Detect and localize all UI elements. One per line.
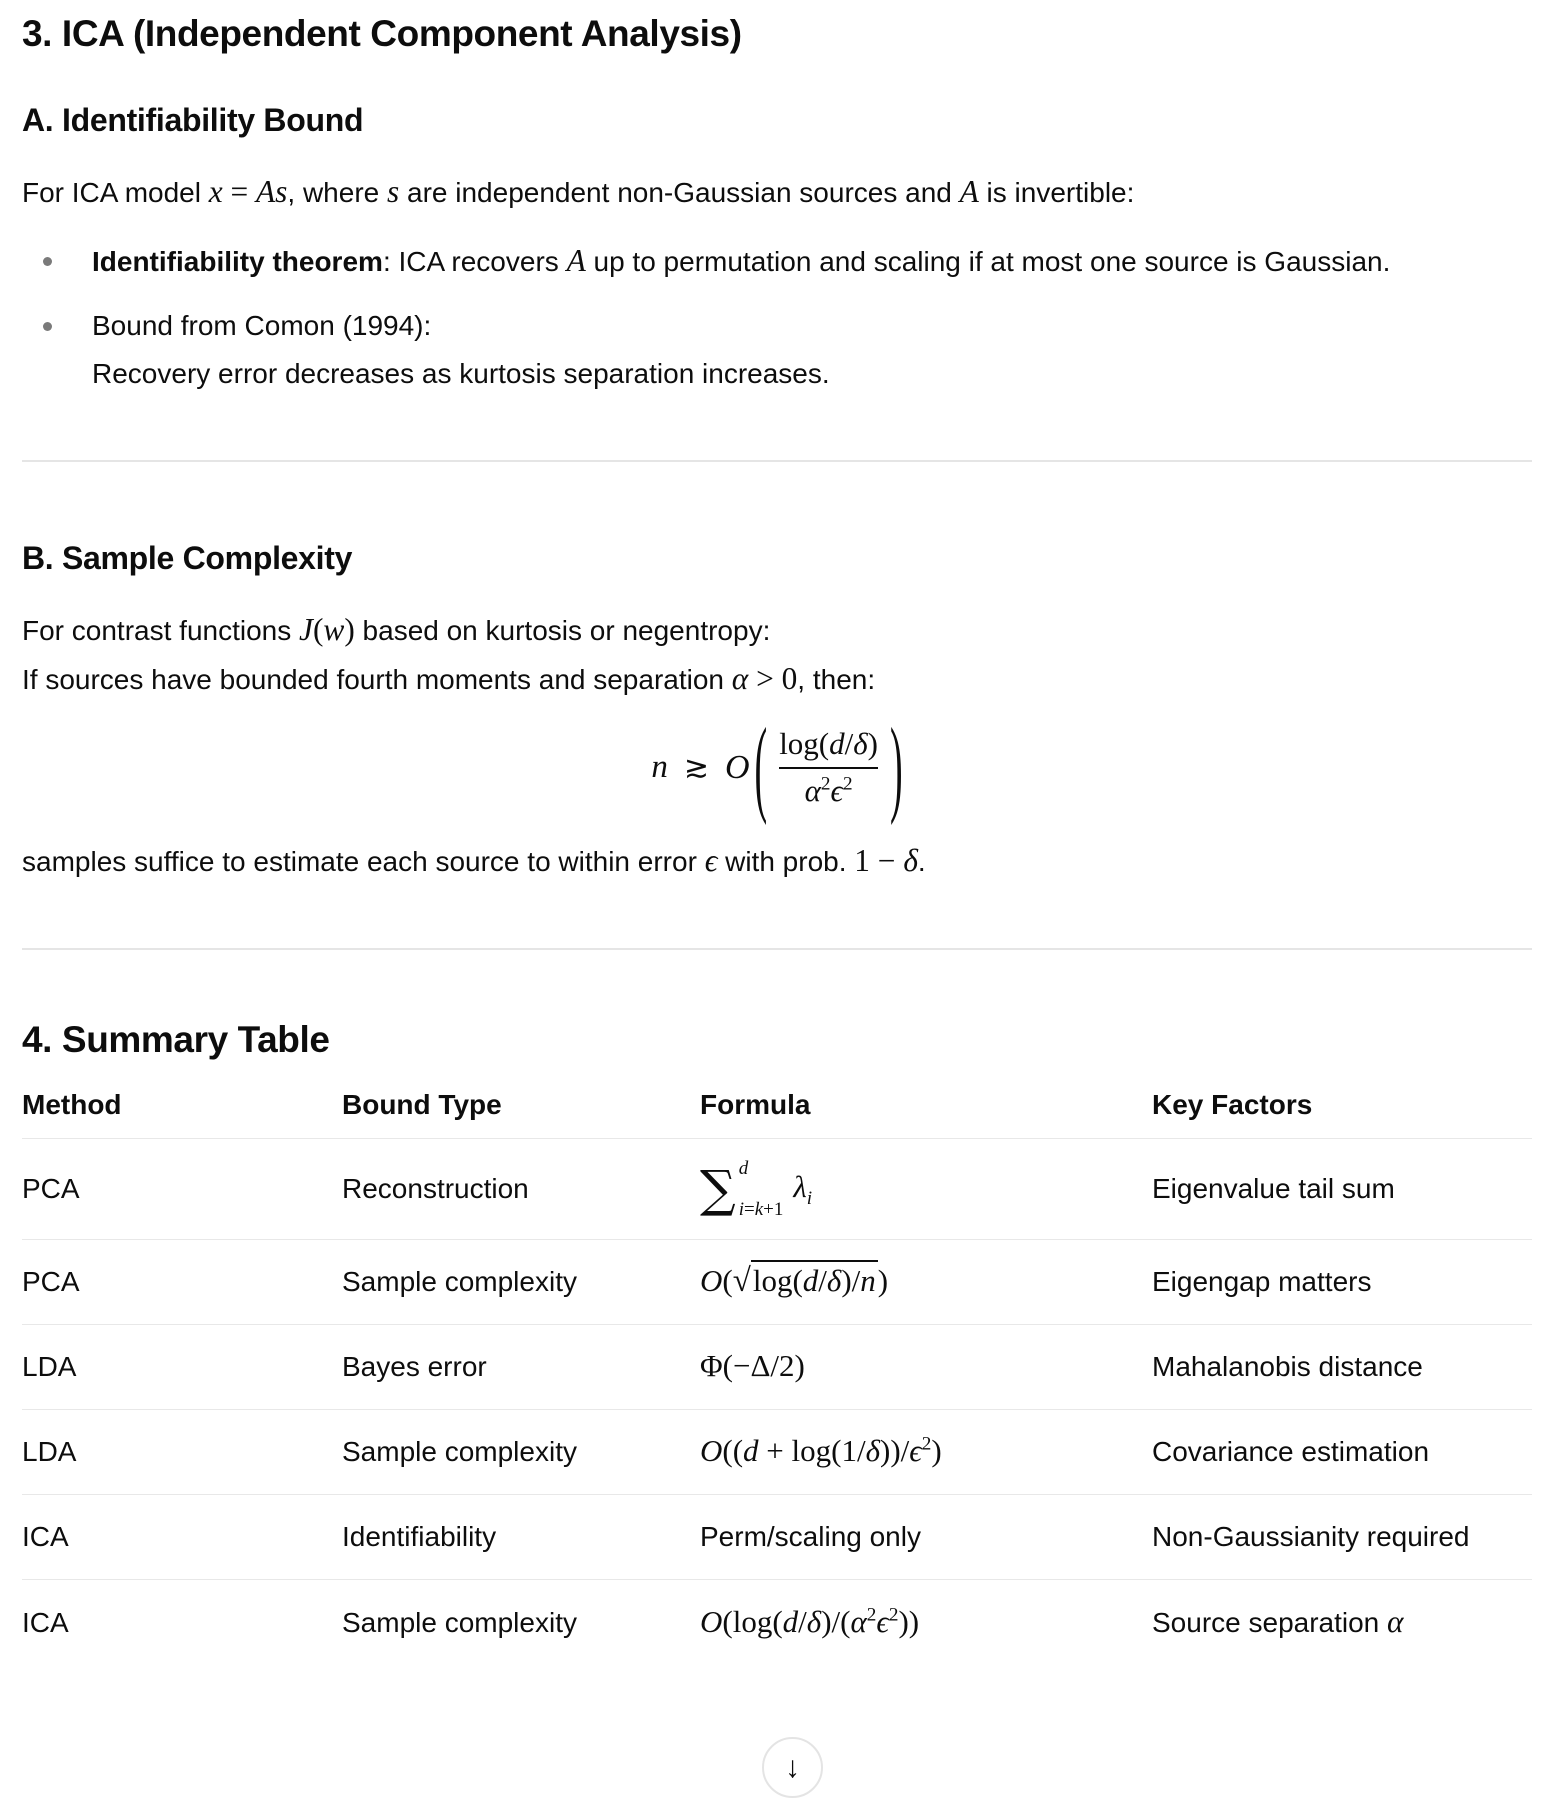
formula-cell: Φ(−Δ/2) <box>700 1348 805 1384</box>
key-factors-cell: Eigengap matters <box>1152 1266 1372 1298</box>
bound-type-cell: Sample complexity <box>342 1436 577 1468</box>
formula-cell: $O(\log(d/\delta)/(\alpha^2\epsilon^2))$ <box>700 1603 920 1639</box>
formula-cell: $O((d + \log(1/\delta))/\epsilon^2)$ <box>700 1433 942 1469</box>
key-factors-cell: Non-Gaussianity required <box>1152 1521 1470 1553</box>
table-row <box>22 1495 1532 1580</box>
table-row <box>22 1325 1532 1410</box>
table-header-row <box>22 1084 1532 1139</box>
column-header-bound-type: Bound Type <box>342 1089 502 1121</box>
column-header-formula: Formula <box>700 1089 811 1121</box>
summary-table <box>22 1084 1532 1665</box>
method-cell: ICA <box>22 1606 69 1638</box>
key-factors-cell: Eigenvalue tail sum <box>1152 1173 1395 1205</box>
section-3-heading: 3. ICA (Independent Component Analysis) <box>22 13 742 54</box>
gtrsim-relation: ≳ <box>683 750 709 786</box>
method-cell: LDA <box>22 1351 77 1383</box>
formula-cell: ∑ d i=k+1 $\lambda_i$ <box>700 1158 813 1221</box>
comon-bound-item: Bound from Comon (1994): Recovery error decreases as kurtosis separation increases. <box>22 302 1532 398</box>
close-paren: ) <box>890 707 903 828</box>
section-divider <box>22 948 1532 950</box>
table-row <box>22 1580 1532 1666</box>
table-row <box>22 1410 1532 1495</box>
bound-type-cell: Bayes error <box>342 1351 487 1383</box>
bound-type-cell: Identifiability <box>342 1521 497 1553</box>
method-cell: ICA <box>22 1521 69 1553</box>
key-factors-cell: Source separation α <box>1152 1604 1404 1640</box>
method-cell: PCA <box>22 1173 80 1205</box>
section-4-heading: 4. Summary Table <box>22 1018 330 1060</box>
key-factors-cell: Covariance estimation <box>1152 1436 1430 1468</box>
fraction-bar <box>779 767 878 769</box>
method-cell: PCA <box>22 1266 80 1298</box>
fraction-numerator: log(d/δ) <box>779 726 878 762</box>
sample-complexity-intro: For contrast functions J(w) based on kurtosis or negentropy: If sources have bounded fourth moments and separation α > 0, then: <box>22 612 876 697</box>
table-row <box>22 1240 1532 1325</box>
column-header-method: Method <box>22 1089 122 1121</box>
formula-lhs: n <box>651 749 668 786</box>
fraction-denominator: $\alpha^2\epsilon^2$ <box>804 773 853 809</box>
section-divider <box>22 460 1532 462</box>
fraction <box>779 726 878 808</box>
big-o-symbol: O <box>724 748 750 786</box>
formula-cell: Perm/scaling only <box>700 1521 921 1553</box>
bound-type-cell: Reconstruction <box>342 1173 529 1205</box>
method-cell: LDA <box>22 1436 77 1468</box>
section-3b-heading: B. Sample Complexity <box>22 540 353 577</box>
table-row <box>22 1139 1532 1240</box>
open-paren: ( <box>754 707 768 828</box>
sample-complexity-outro: samples suffice to estimate each source to within error ϵ with prob. 1 − δ. <box>22 842 926 878</box>
bound-type-cell: Sample complexity <box>342 1606 577 1638</box>
sample-complexity-display-formula <box>22 707 1532 828</box>
column-header-key-factors: Key Factors <box>1152 1089 1313 1121</box>
key-factors-cell: Mahalanobis distance <box>1152 1351 1423 1383</box>
bound-type-cell: Sample complexity <box>342 1266 577 1298</box>
down-arrow-icon: ↓ <box>785 1750 800 1784</box>
identifiability-bullet-list <box>22 237 1532 398</box>
identifiability-theorem-item: Identifiability theorem: ICA recovers A up to permutation and scaling if at most one source is Gaussian. <box>22 237 1532 286</box>
ica-model-paragraph: For ICA model x = As, where s are independent non-Gaussian sources and A is invertible: <box>22 174 1135 210</box>
formula-cell: O(√log(d/δ)/n) <box>700 1240 1152 1325</box>
scroll-to-bottom-button[interactable] <box>762 1737 823 1798</box>
section-3a-heading: A. Identifiability Bound <box>22 102 364 139</box>
